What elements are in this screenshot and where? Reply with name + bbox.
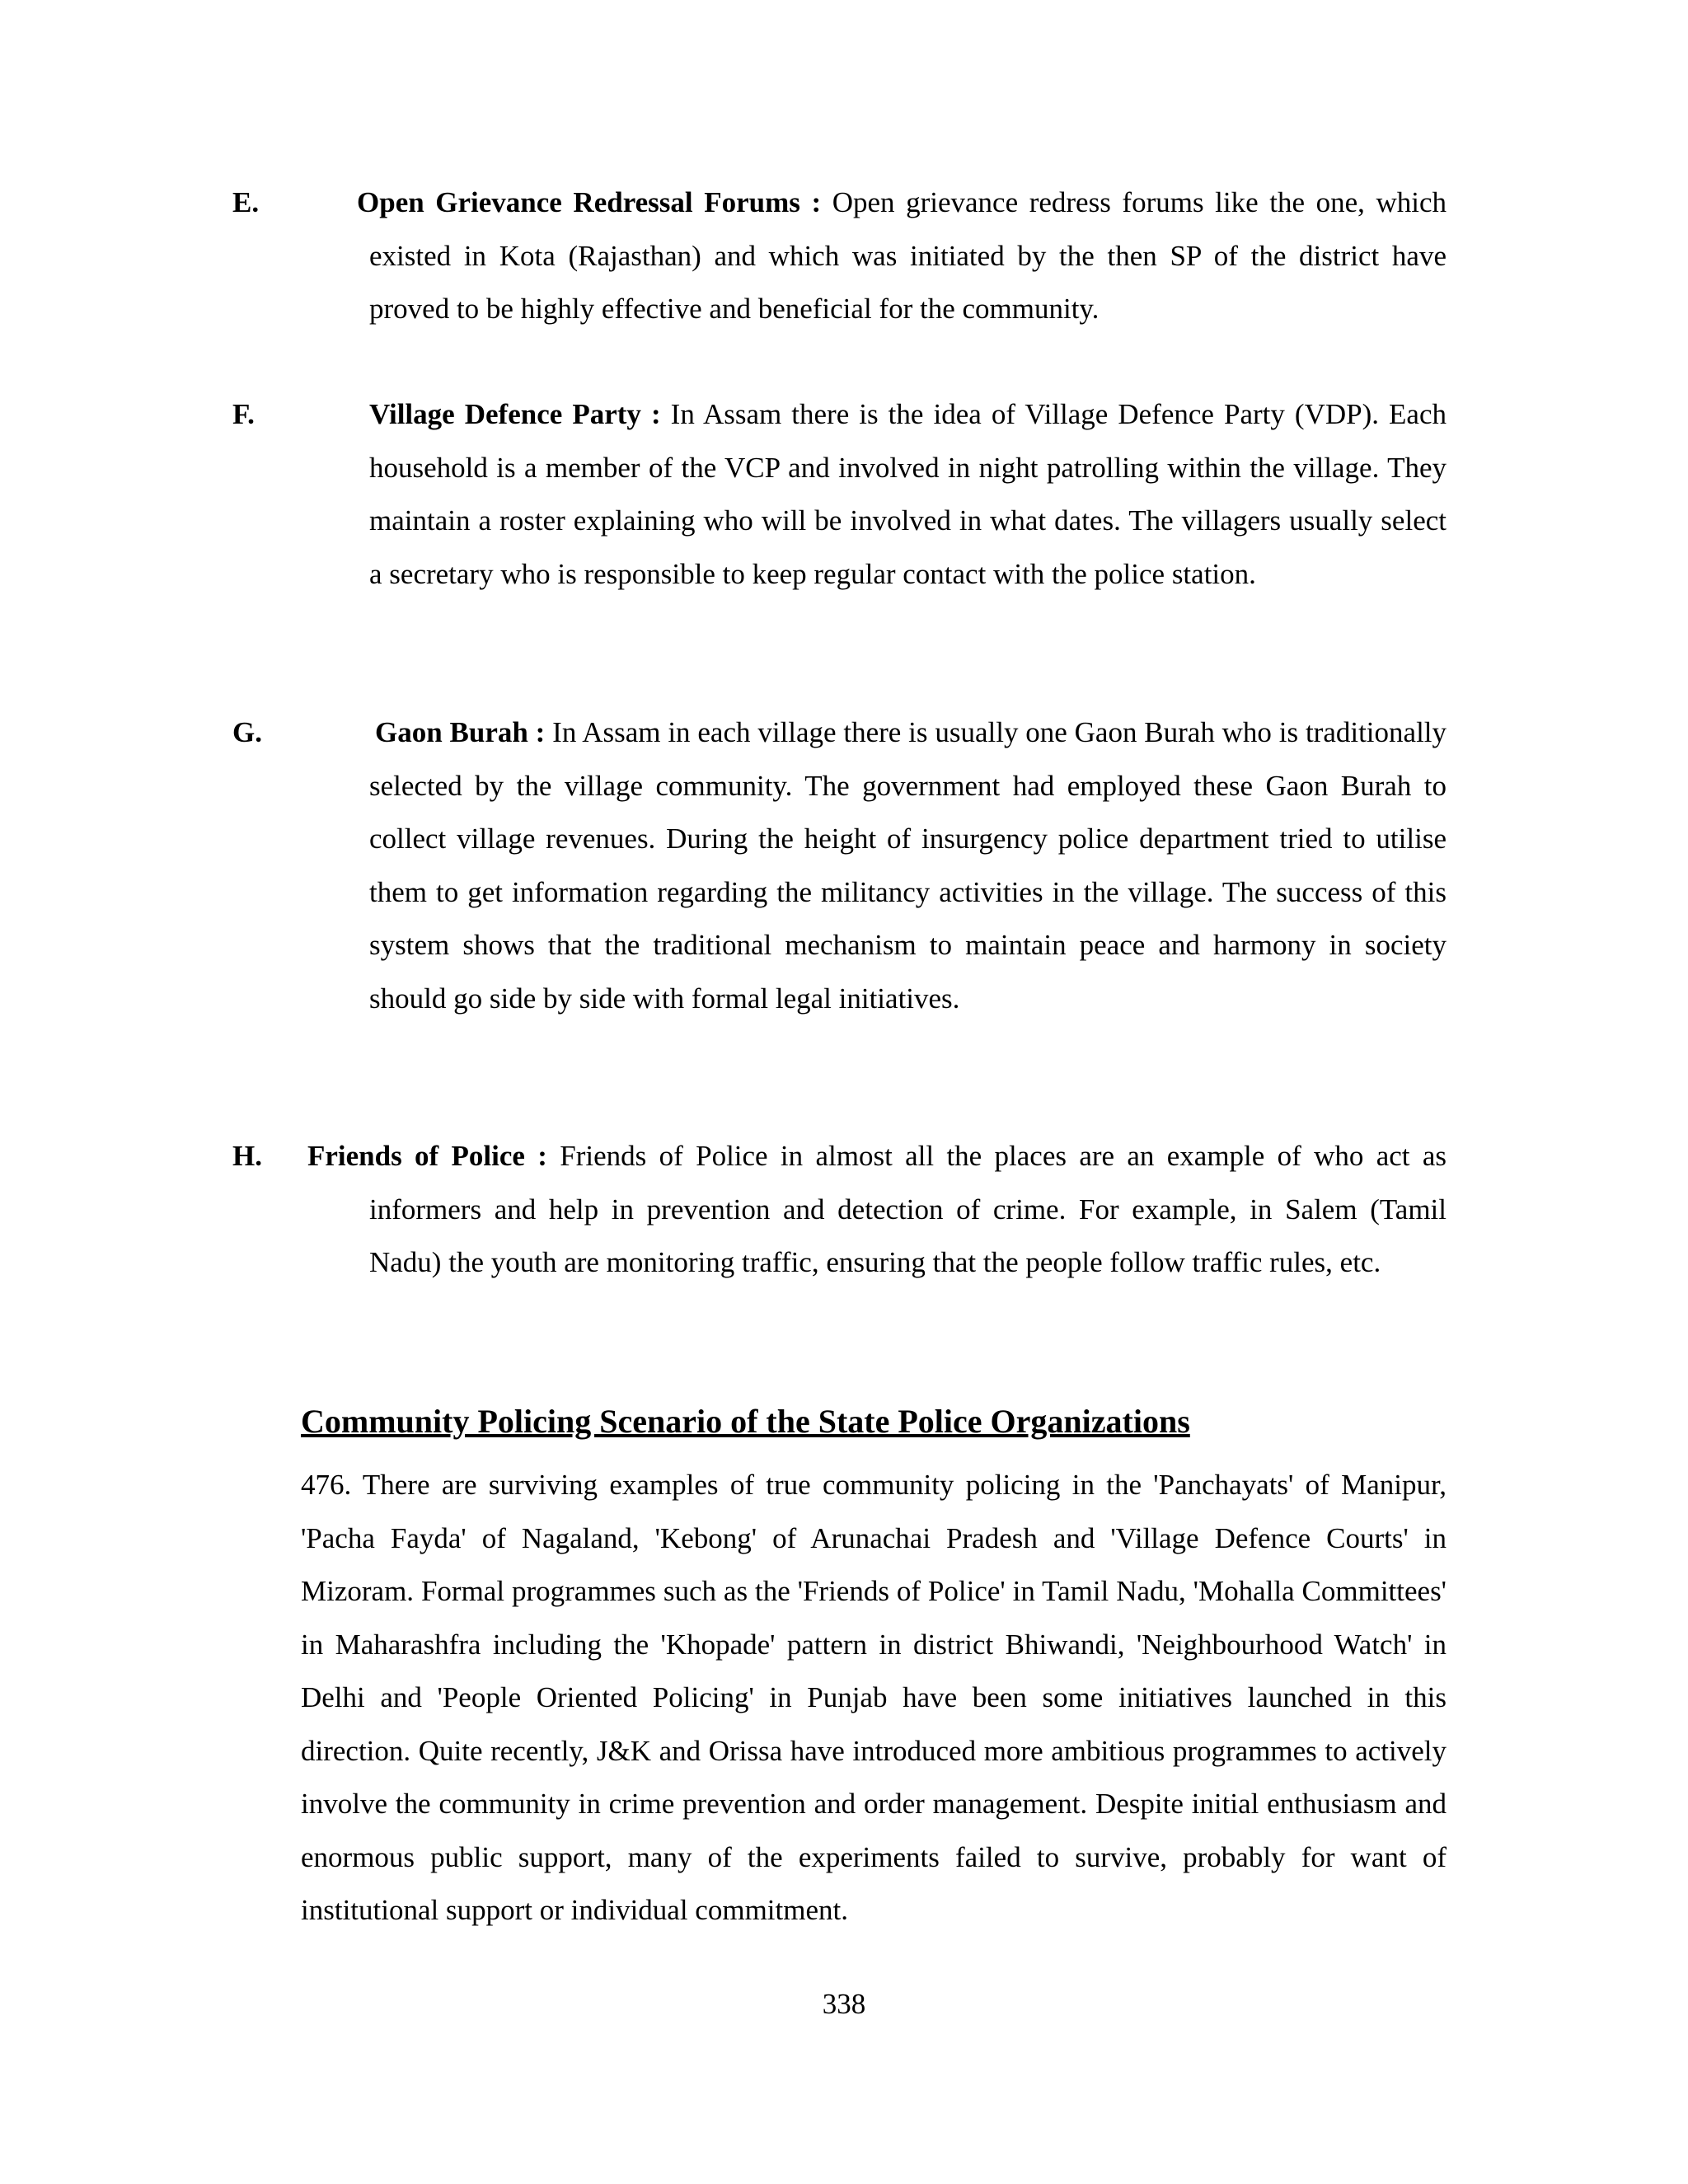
item-gaon-burah bbox=[232, 706, 1447, 1025]
section-heading: Community Policing Scenario of the State Police Organizations bbox=[301, 1403, 1190, 1440]
item-paragraph bbox=[232, 176, 1447, 336]
item-marker: E. bbox=[232, 186, 260, 218]
item-open-grievance-redressal-forums bbox=[232, 176, 1447, 336]
item-text: In Assam in each village there is usually one Gaon Burah who is traditionally selected by the village community. The government had employed these Gaon Burah to collect village revenues. During the height of insurgency police department tried to utilise them to get information regarding the militancy activities in the village. The success of this system shows that the traditional mechanism to maintain peace and harmony in society should go side by side with formal legal initiatives. bbox=[369, 716, 1447, 1015]
item-text: Friends of Police in almost all the places are an example of who act as informers and help in prevention and detection of crime. For example, in Salem (Tamil Nadu) the youth are monitoring traffic, ensuring that the people follow traffic rules, etc. bbox=[369, 1140, 1447, 1278]
item-friends-of-police bbox=[232, 1130, 1447, 1290]
item-text: In Assam there is the idea of Village Defence Party (VDP). Each household is a member of the VCP and involved in night patrolling within the village. They maintain a roster explaining who will be involved in what dates. The villagers usually select a secretary who is responsible to keep regular contact with the police station. bbox=[369, 398, 1447, 590]
item-marker: F. bbox=[232, 398, 255, 430]
item-paragraph: H. Friends of Police : Friends of Police in almost all the places are an example of who act as informers and help in prevention and detection of crime. For example, in Salem (Tamil Nadu) the youth are monitoring traffic, ensuring that the people follow traffic rules, etc. bbox=[232, 1140, 1447, 1278]
item-title: Gaon Burah : bbox=[375, 716, 546, 748]
section-paragraph: 476. There are surviving examples of true community policing in the 'Panchayats' of Manipur, 'Pacha Fayda' of Nagaland, 'Kebong' of Arunachai Pradesh and 'Village Defence Courts' in Mizoram. Formal programmes such as the 'Friends of Police' in Tamil Nadu, 'Mohalla Committees' in Maharashfra including the 'Khopade' pattern in district Bhiwandi, 'Neighbourhood Watch' in Delhi and 'People Oriented Policing' in Punjab have been some initiatives launched in this direction. Quite recently, J&K and Orissa have introduced more ambitious programmes to actively involve the community in crime prevention and order management. Despite initial enthusiasm and enormous public support, many of the experiments failed to survive, probably for want of institutional support or individual commitment. bbox=[301, 1469, 1447, 1926]
item-title: Village Defence Party : bbox=[369, 398, 661, 430]
item-text: Open grievance redress forums like the one, which existed in Kota (Rajasthan) and which was initiated by the then SP of the district have proved to be highly effective and beneficial for the community. bbox=[369, 186, 1447, 325]
item-paragraph bbox=[232, 706, 1447, 1025]
page-number: 338 bbox=[822, 1988, 866, 2020]
item-title: Friends of Police : bbox=[307, 1140, 547, 1172]
item-village-defence-party bbox=[232, 388, 1447, 601]
item-title: Open Grievance Redressal Forums : bbox=[357, 186, 822, 218]
item-marker: G. bbox=[232, 716, 262, 748]
item-paragraph bbox=[232, 388, 1447, 601]
